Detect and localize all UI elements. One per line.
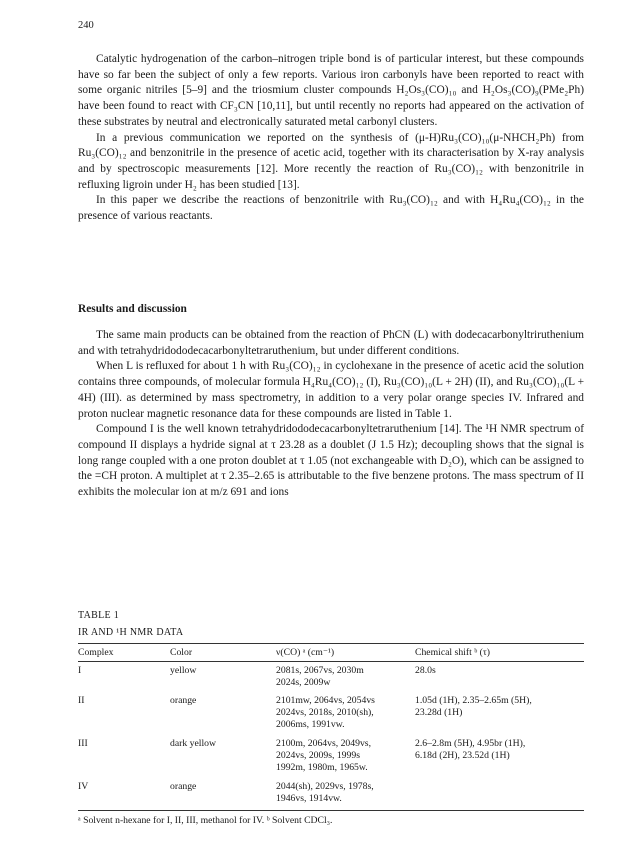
page-number: 240 [78, 20, 94, 31]
section-heading: Results and discussion [78, 303, 187, 315]
cell-ir: 1946vs, 1914vw. [276, 793, 342, 804]
header-ir: ν(CO) ᵃ (cm⁻¹) [276, 647, 335, 658]
cell-ir: 2024vs, 2009s, 1999s [276, 750, 360, 761]
cell-nmr: 23.28d (1H) [415, 707, 463, 718]
cell-nmr: 6.18d (2H), 23.52d (1H) [415, 750, 510, 761]
table-top-rule [78, 643, 584, 644]
cell-complex: I [78, 665, 82, 676]
intro-paragraph-2: In a previous communication we reported on the synthesis of (μ-H)Ru₃(CO)₁₀(μ-NHCH₂Ph) from Ru₃(CO)₁₂ and benzonitrile in the presence of acetic acid, together with its characterisation by X-ray analysis and by spectroscopic measurements [12]. More recently the reaction of Ru₃(CO)₁₂ with benzonitrile in refluxing ligroin under H₂ has been studied [13]. [78, 131, 584, 191]
cell-complex: IV [78, 781, 89, 792]
table-bottom-rule [78, 810, 584, 811]
cell-nmr: 2.6–2.8m (5H), 4.95br (1H), [415, 738, 526, 749]
cell-ir: 2081s, 2067vs, 2030m [276, 665, 364, 676]
header-nmr: Chemical shift ᵇ (τ) [415, 647, 490, 658]
cell-ir: 2100m, 2064vs, 2049vs, [276, 738, 371, 749]
table-caption: IR AND ¹H NMR DATA [78, 627, 184, 638]
results-paragraph-1: The same main products can be obtained from the reaction of PhCN (L) with dodecacarbonyltriruthenium and with tetrahydridododecacarbonyltetraruthenium, but under different conditions. [78, 329, 584, 357]
cell-nmr: 28.0s [415, 665, 436, 676]
intro-paragraph-3: In this paper we describe the reactions of benzonitrile with Ru₃(CO)₁₂ and with H₄Ru₄(CO)₁₂ in the presence of various reactants. [78, 194, 584, 223]
header-color: Color [170, 647, 193, 658]
cell-ir: 2024vs, 2018s, 2010(sh), [276, 707, 374, 718]
cell-ir: 2044(sh), 2029vs, 1978s, [276, 781, 374, 792]
cell-color: orange [170, 781, 197, 792]
cell-ir: 2101mw, 2064vs, 2054vs [276, 695, 375, 706]
cell-ir: 2006ms, 1991vw. [276, 719, 345, 730]
table-footnote: ᵃ Solvent n-hexane for I, II, III, methanol for IV. ᵇ Solvent CDCl₃. [78, 815, 333, 826]
table-header-rule [78, 661, 584, 662]
cell-complex: II [78, 695, 85, 706]
cell-nmr: 1.05d (1H), 2.35–2.65m (5H), [415, 695, 532, 706]
cell-ir: 2024s, 2009w [276, 677, 331, 688]
cell-color: yellow [170, 665, 197, 676]
intro-paragraph-1: Catalytic hydrogenation of the carbon–nitrogen triple bond is of particular interest, but these compounds have so far been the subject of only a few reports. Various iron carbonyls have been reported to react with some organic nitriles [5–9] and the triosmium cluster compounds H₂Os₃(CO)₁₀ and H₂Os₃(CO)₉(PMe₂Ph) have been found to react with CF₃CN [10,11], but until recently no reports had appeared on the activation of these substrates by neutral and electronically saturated metal carbonyl clusters. [78, 53, 584, 128]
cell-color: dark yellow [170, 738, 217, 749]
table-label: TABLE 1 [78, 610, 120, 621]
cell-complex: III [78, 738, 88, 749]
cell-color: orange [170, 695, 197, 706]
results-paragraph-2: When L is refluxed for about 1 h with Ru₃(CO)₁₂ in cyclohexane in the presence of acetic acid the solution contains three compounds, of molecular formula H₄Ru₄(CO)₁₂ (I), Ru₃(CO)₁₀(L + 2H) (II), and Ru₃(CO)₁₀(L + 4H) (III). as determined by mass spectrometry, in addition to a very polar orange species IV. Infrared and proton nuclear magnetic resonance data for these compounds are listed in Table 1. [78, 360, 584, 420]
header-complex: Complex [78, 647, 114, 658]
results-section [78, 328, 584, 501]
intro-section [78, 52, 584, 225]
cell-ir: 1992m, 1980m, 1965w. [276, 762, 368, 773]
results-paragraph-3: Compound I is the well known tetrahydridododecacarbonyltetraruthenium [14]. The ¹H NMR spectrum of compound II displays a hydride signal at τ 23.28 as a doublet (J 1.5 Hz); decoupling shows that the signal is long range coupled with a one proton doublet at τ 1.05 (not exchangeable with D₂O), which can be assigned to the =CH proton. A multiplet at τ 2.35–2.65 is attributable to the five benzene protons. The mass spectrum of II exhibits the molecular ion at m/z 691 and ions [78, 423, 584, 499]
